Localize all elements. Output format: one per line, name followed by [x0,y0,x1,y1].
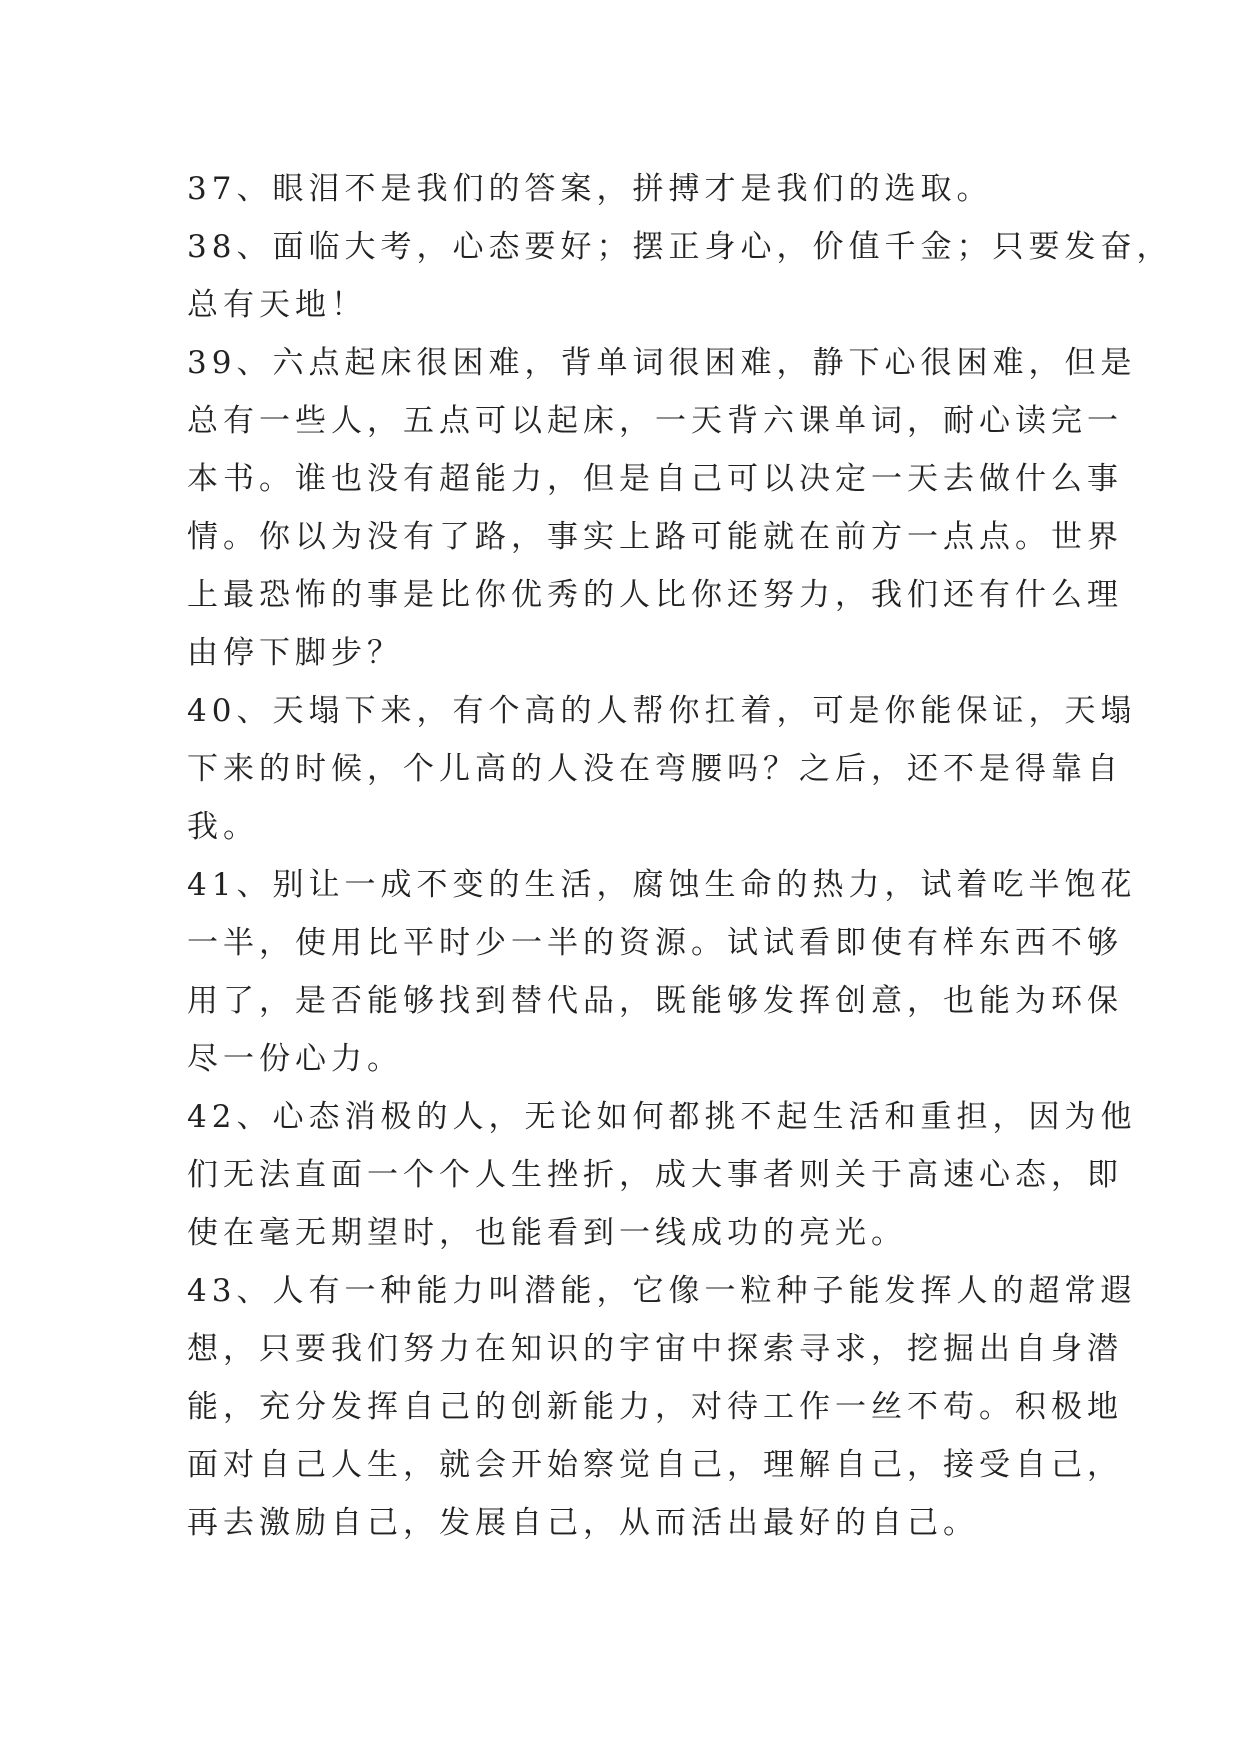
text-line: 41、别让一成不变的生活，腐蚀生命的热力，试着吃半饱花 [187,867,1137,903]
paragraph-38 [187,218,1173,334]
text-line: 37、眼泪不是我们的答案，拼搏才是我们的选取。 [187,171,993,207]
text-line: 39、六点起床很困难，背单词很困难，静下心很困难，但是 [187,345,1137,381]
text-block [187,160,1173,1552]
text-line: 总有一些人，五点可以起床，一天背六课单词，耐心读完一 [187,403,1123,439]
paragraph-37 [187,160,1067,218]
text-line: 43、人有一种能力叫潜能，它像一粒种子能发挥人的超常遐 [187,1273,1137,1309]
text-line: 面对自己人生，就会开始察觉自己，理解自己，接受自己， [187,1447,1123,1483]
paragraph-39 [187,334,1137,682]
text-line: 能，充分发挥自己的创新能力，对待工作一丝不苟。积极地 [187,1389,1123,1425]
text-line: 上最恐怖的事是比你优秀的人比你还努力，我们还有什么理 [187,577,1123,613]
paragraph-43 [187,1262,1137,1552]
text-line: 尽一份心力。 [187,1041,403,1077]
text-line: 们无法直面一个个人生挫折，成大事者则关于高速心态，即 [187,1157,1123,1193]
text-line: 想，只要我们努力在知识的宇宙中探索寻求，挖掘出自身潜 [187,1331,1123,1367]
paragraph-42 [187,1088,1137,1262]
text-line: 使在毫无期望时，也能看到一线成功的亮光。 [187,1215,907,1251]
text-line: 38、面临大考，心态要好；摆正身心，价值千金；只要发奋， [187,229,1173,265]
text-line: 42、心态消极的人，无论如何都挑不起生活和重担，因为他 [187,1099,1137,1135]
paragraph-41 [187,856,1137,1088]
text-line: 再去激励自己，发展自己，从而活出最好的自己。 [187,1505,979,1541]
text-line: 一半，使用比平时少一半的资源。试试看即使有样东西不够 [187,925,1123,961]
paragraph-40 [187,682,1137,856]
text-line: 本书。谁也没有超能力，但是自己可以决定一天去做什么事 [187,461,1123,497]
text-line: 用了，是否能够找到替代品，既能够发挥创意，也能为环保 [187,983,1123,1019]
text-line: 下来的时候，个儿高的人没在弯腰吗？之后，还不是得靠自 [187,751,1123,787]
text-line: 40、天塌下来，有个高的人帮你扛着，可是你能保证，天塌 [187,693,1137,729]
text-line: 情。你以为没有了路，事实上路可能就在前方一点点。世界 [187,519,1123,555]
text-line: 总有天地！ [187,287,367,323]
text-line: 我。 [187,809,259,845]
text-line: 由停下脚步？ [187,635,403,671]
